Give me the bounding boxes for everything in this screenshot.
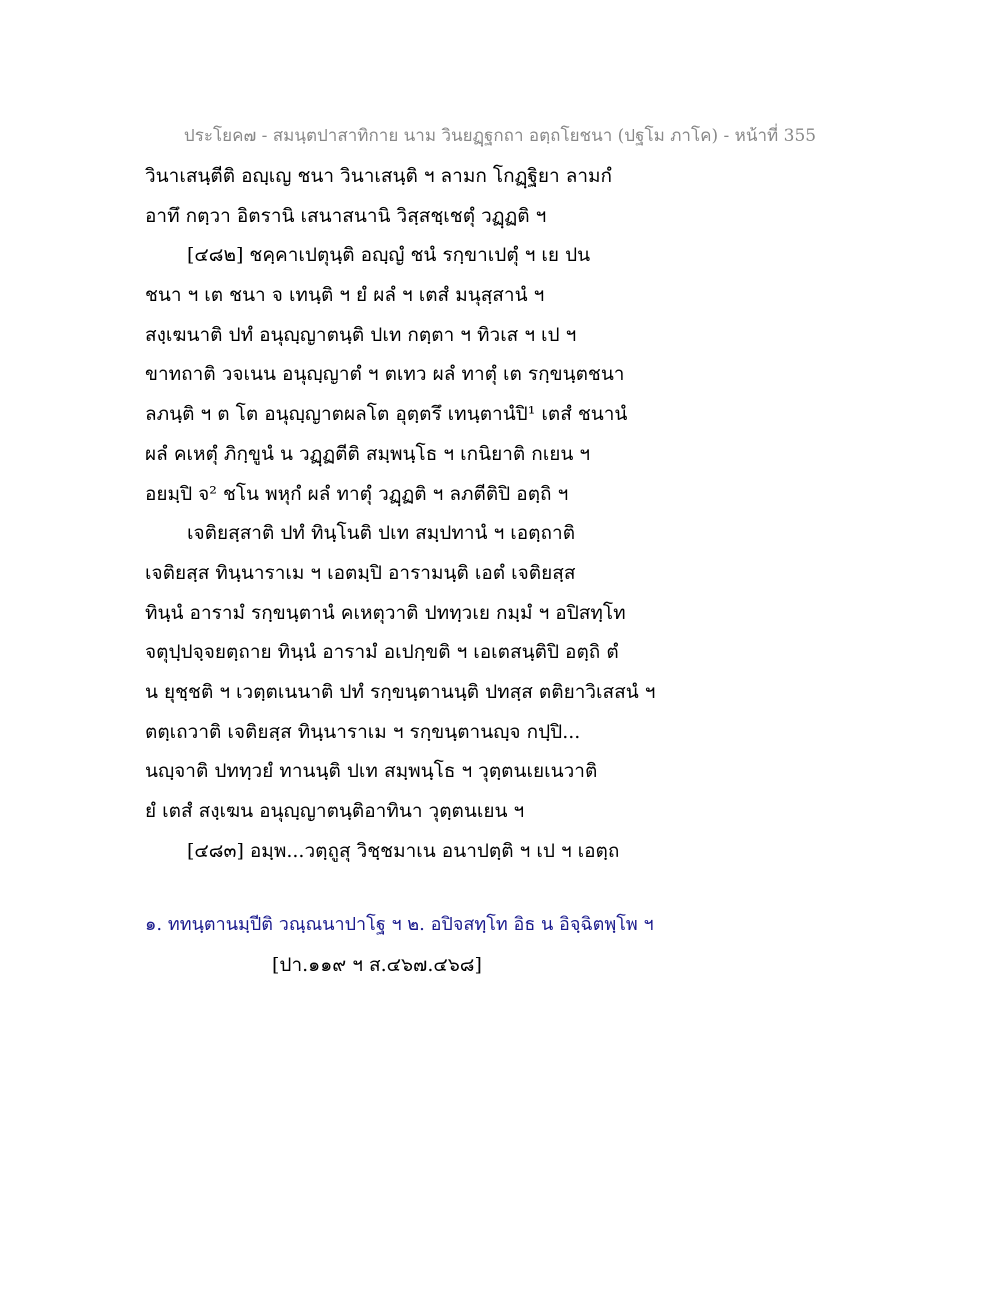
body-text [145, 157, 765, 871]
text-line: ชนา ฯ เต ชนา จ เทนฺติ ฯ ยํ ผลํ ฯ เตสํ มนุสฺสานํ ฯ [145, 284, 545, 307]
text-line: จตุปฺปจฺจยตฺถาย ทินฺนํ อารามํ อเปกฺขติ ฯ เอเตสนฺติปิ อตฺถิ ตํ [145, 641, 619, 664]
text-line: อาทึ กตฺวา อิตรานิ เสนาสนานิ วิสฺสชฺเชตุํ วฏฺฏติ ฯ [145, 204, 547, 227]
footnotes [145, 910, 765, 940]
page-header: ประโยค๗ - สมนฺตปาสาทิกาย นาม วินยฏฺฐกถา อตฺถโยชนา (ปฐโม ภาโค) - หน้าที่ 355 [183, 126, 817, 146]
text-line: นญฺจาติ ปททฺวยํ ทานนฺติ ปเท สมฺพนฺโธ ฯ วุตฺตนเยเนวาติ [145, 760, 598, 783]
text-line: สงฺเฆนาติ ปทํ อนุญฺญาตนฺติ ปเท กตฺตา ฯ ทิวเส ฯ เป ฯ [145, 323, 577, 346]
text-line: เจติยสฺส ทินฺนาราเม ฯ เอตมฺปิ อารามนฺติ เอตํ เจติยสฺส [145, 561, 576, 584]
text-line: ตตฺเถวาติ เจติยสฺส ทินฺนาราเม ฯ รกฺขนฺตานญฺจ กปฺปิ... [145, 720, 581, 743]
text-line: ทินฺนํ อารามํ รกฺขนฺตานํ คเหตุวาติ ปททฺวเย กมฺมํ ฯ อปิสทฺโท [145, 601, 626, 624]
text-line: [๔๘๓] อมฺพ...วตฺถูสุ วิชฺชมาเน อนาปตฺติ ฯ เป ฯ เอตฺถ [187, 839, 620, 862]
text-line: ยํ เตสํ สงฺเฆน อนุญฺญาตนฺติอาทินา วุตฺตนเยน ฯ [145, 800, 525, 822]
footnote-line: ๑. ททนฺตานมฺปีติ วณฺณนาปาโฐ ฯ ๒. อปิจสทฺโท อิธ น อิจฺฉิตพฺโพ ฯ [145, 914, 654, 935]
page-reference: [ปา.๑๑๙ ฯ ส.๔๖๗.๔๖๘] [272, 954, 482, 976]
text-line: เจติยสฺสาติ ปทํ ทินฺโนติ ปเท สมฺปทานํ ฯ เอตฺถาติ [187, 522, 576, 545]
text-line: [๔๘๒] ชคฺคาเปตุนฺติ อญฺญํ ชนํ รกฺขาเปตุํ ฯ เย ปน [187, 244, 591, 267]
text-line: ลภนฺติ ฯ ต โต อนุญฺญาตผลโต อุตฺตรึ เทนฺตานํปิ¹ เตสํ ชนานํ [145, 403, 628, 426]
text-line: ผลํ คเหตุํ ภิกฺขูนํ น วฏฺฏตีติ สมฺพนฺโธ ฯ เกนิยาติ กเยน ฯ [145, 442, 591, 465]
text-line: ขาทถาติ วจเนน อนุญฺญาตํ ฯ ตเทว ผลํ ทาตุํ เต รกฺขนฺตชนา [145, 363, 625, 386]
text-line: วินาเสนฺตีติ อญฺเญ ชนา วินาเสนฺติ ฯ ลามก โกฏฺฐิยา ลามกํ [145, 165, 613, 187]
text-line: น ยุชฺชติ ฯ เวตฺตเนนาติ ปทํ รกฺขนฺตานนฺติ ปทสฺส ตติยาวิเสสนํ ฯ [145, 680, 656, 703]
text-line: อยมฺปิ จ² ชโน พหุกํ ผลํ ทาตุํ วฏฺฏติ ฯ ลภตีติปิ อตฺถิ ฯ [145, 482, 569, 505]
